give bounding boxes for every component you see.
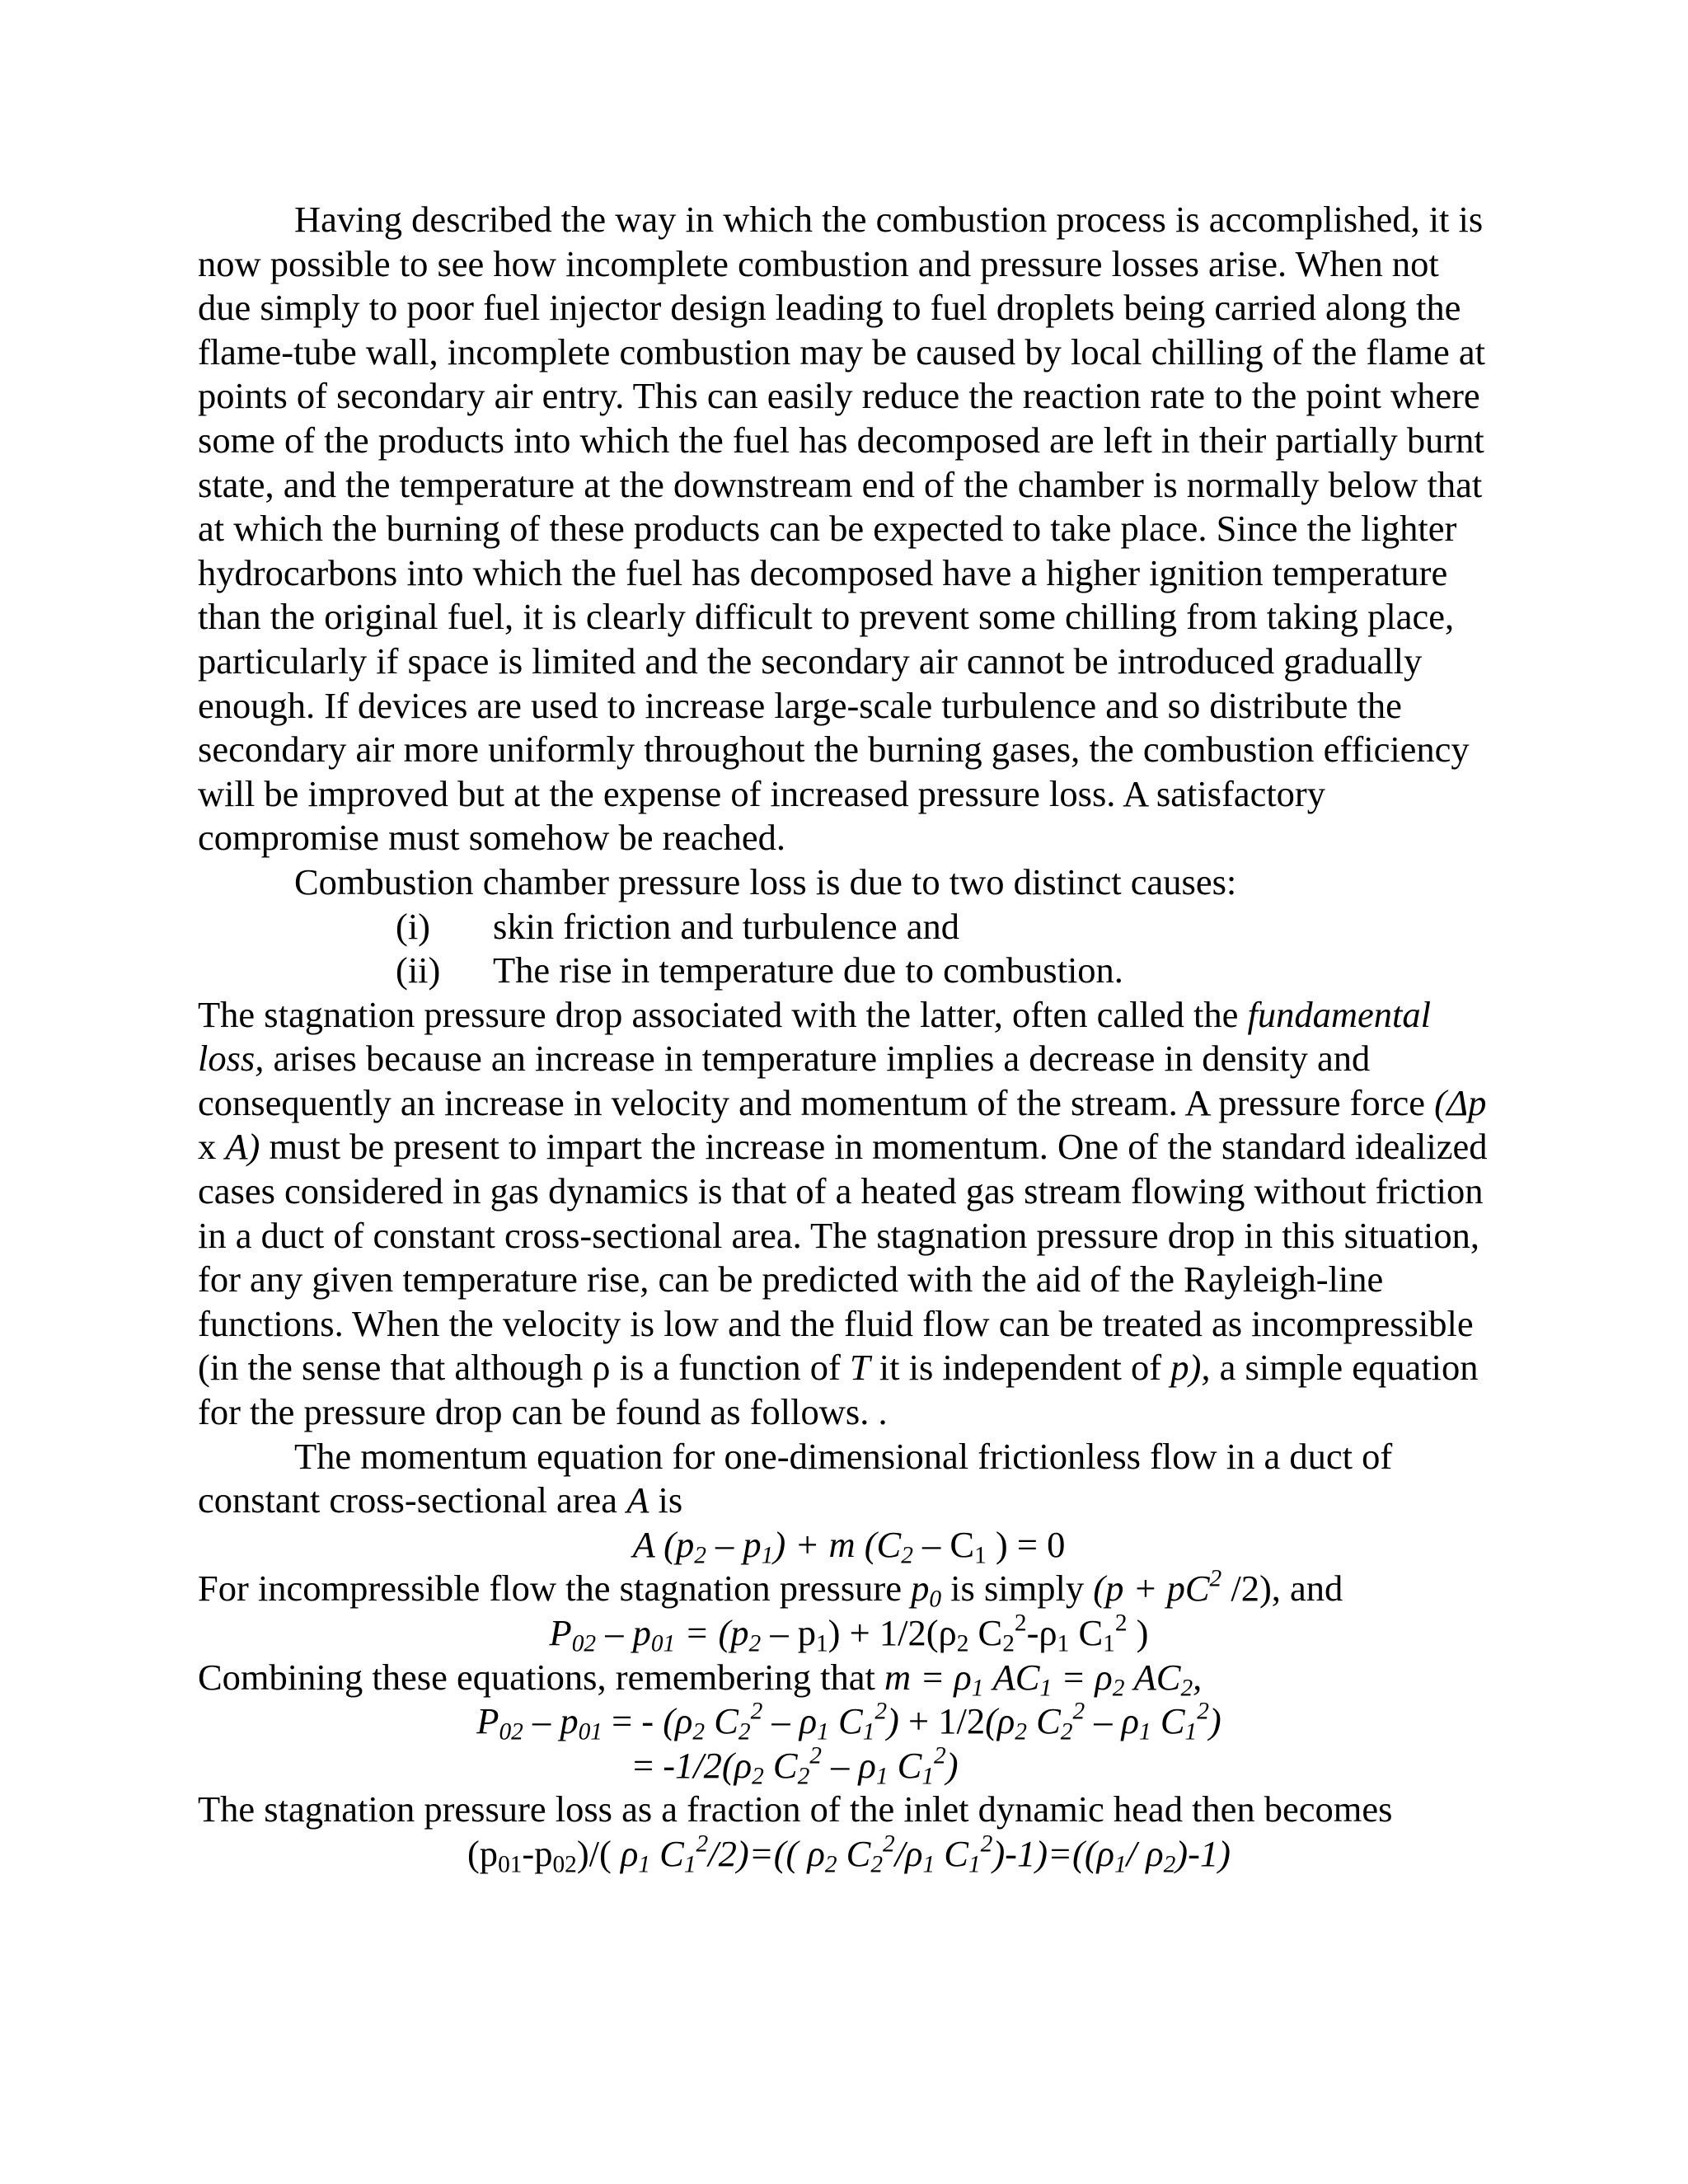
equation-loss-fraction: $(p_{01}-p_{02})/$( $\rho_1$ $C_1^2/2)=$(( $\rho_2$ $C_2^2/\rho_1$ $C_1^2)-1)=((\rho_1/$ $\rho_2)-1$)	[467, 1830, 1231, 1878]
line-combining-equations: Combining these equations, remembering that $m = \rho_1$ $AC_1 = \rho_2$ $AC_2$,	[198, 1656, 1203, 1701]
paragraph-momentum-equation: The momentum equation for one-dimensional frictionless flow in a duct of constant cross-sectional area A is	[198, 1435, 1393, 1521]
list-item	[396, 905, 1500, 949]
causes-list	[198, 905, 1500, 993]
equation-combined: $P_{02} - p_{01}$ = - ($\rho_2$ $C_2^2 - \rho_1$ $C_1^2) + 1/2(\rho_2$ $C_2^2 - \rho_1$ $C_1^2$)	[476, 1698, 1221, 1746]
list-text: The rise in temperature due to combustion.	[493, 949, 1123, 991]
term-fundamental-loss: fundamental loss,	[198, 993, 1431, 1080]
list-item	[396, 949, 1500, 993]
list-number: (i)	[396, 905, 431, 947]
paragraph-pressure-loss-causes: Combustion chamber pressure loss is due to two distinct causes:	[294, 860, 1237, 902]
equation-combined-result: = $-1/2(\rho_2$ $C_2^2 - \rho_1$ $C_1^2$)	[633, 1742, 959, 1790]
paragraph-incomplete-combustion: Having described the way in which the combustion process is accomplished, it is now possible to see how incomplete combustion and pressure losses arise. When not due simply to poor fuel injector design leading to fuel droplets being carried along the flame-tube wall, incomplete combustion may be caused by local chilling of the flame at points of secondary air entry. This can easily reduce the reaction rate to the point where some of the products into which the fuel has decomposed are left in their partially burnt state, and the temperature at the downstream end of the chamber is normally below that at which the burning of these products can be expected to take place. Since the lighter hydrocarbons into which the fuel has decomposed have a higher ignition temperature than the original fuel, it is clearly difficult to prevent some chilling from taking place, particularly if space is limited and the secondary air cannot be introduced gradually enough. If devices are used to increase large-scale turbulence and so distribute the secondary air more uniformly throughout the burning gases, the combustion efficiency will be improved but at the expense of increased pressure loss. A satisfactory compromise must somehow be reached.	[198, 199, 1485, 859]
line-stagnation-pressure: For incompressible flow the stagnation pressure $p_0$ is simply ($p + pC^2$ /2), and	[198, 1565, 1343, 1613]
paragraph-fundamental-loss: The stagnation pressure drop associated with the latter, often called the fundamental loss, arises because an increase in temperature implies a decrease in density and consequently an increase in velocity and momentum of the stream. A pressure force (Δp x A) must be present to impart the increase in momentum. One of the standard idealized cases considered in gas dynamics is that of a heated gas stream flowing without friction in a duct of constant cross-sectional area. The stagnation pressure drop in this situation, for any given temperature rise, can be predicted with the aid of the Rayleigh-line functions. When the velocity is low and the fluid flow can be treated as incompressible (in the sense that although ρ is a function of T it is independent of p), a simple equation for the pressure drop can be found as follows. .	[198, 993, 1488, 1433]
equation-stagnation-difference: $P_{02} - p_{01} = (p_2 - p_1) + 1/2(\rho_2$ $C_2^2-\rho_1$ $C_1^2$ )	[549, 1610, 1149, 1657]
list-number: (ii)	[396, 949, 441, 991]
document-page	[198, 198, 1500, 1877]
list-text: skin friction and turbulence and	[493, 905, 959, 947]
line-fraction-intro: The stagnation pressure loss as a fraction of the inlet dynamic head then becomes	[198, 1788, 1393, 1830]
equation-momentum: A $(p_2 - p_1) + m$ ($C_2 - C_1$ ) = 0	[632, 1523, 1066, 1569]
